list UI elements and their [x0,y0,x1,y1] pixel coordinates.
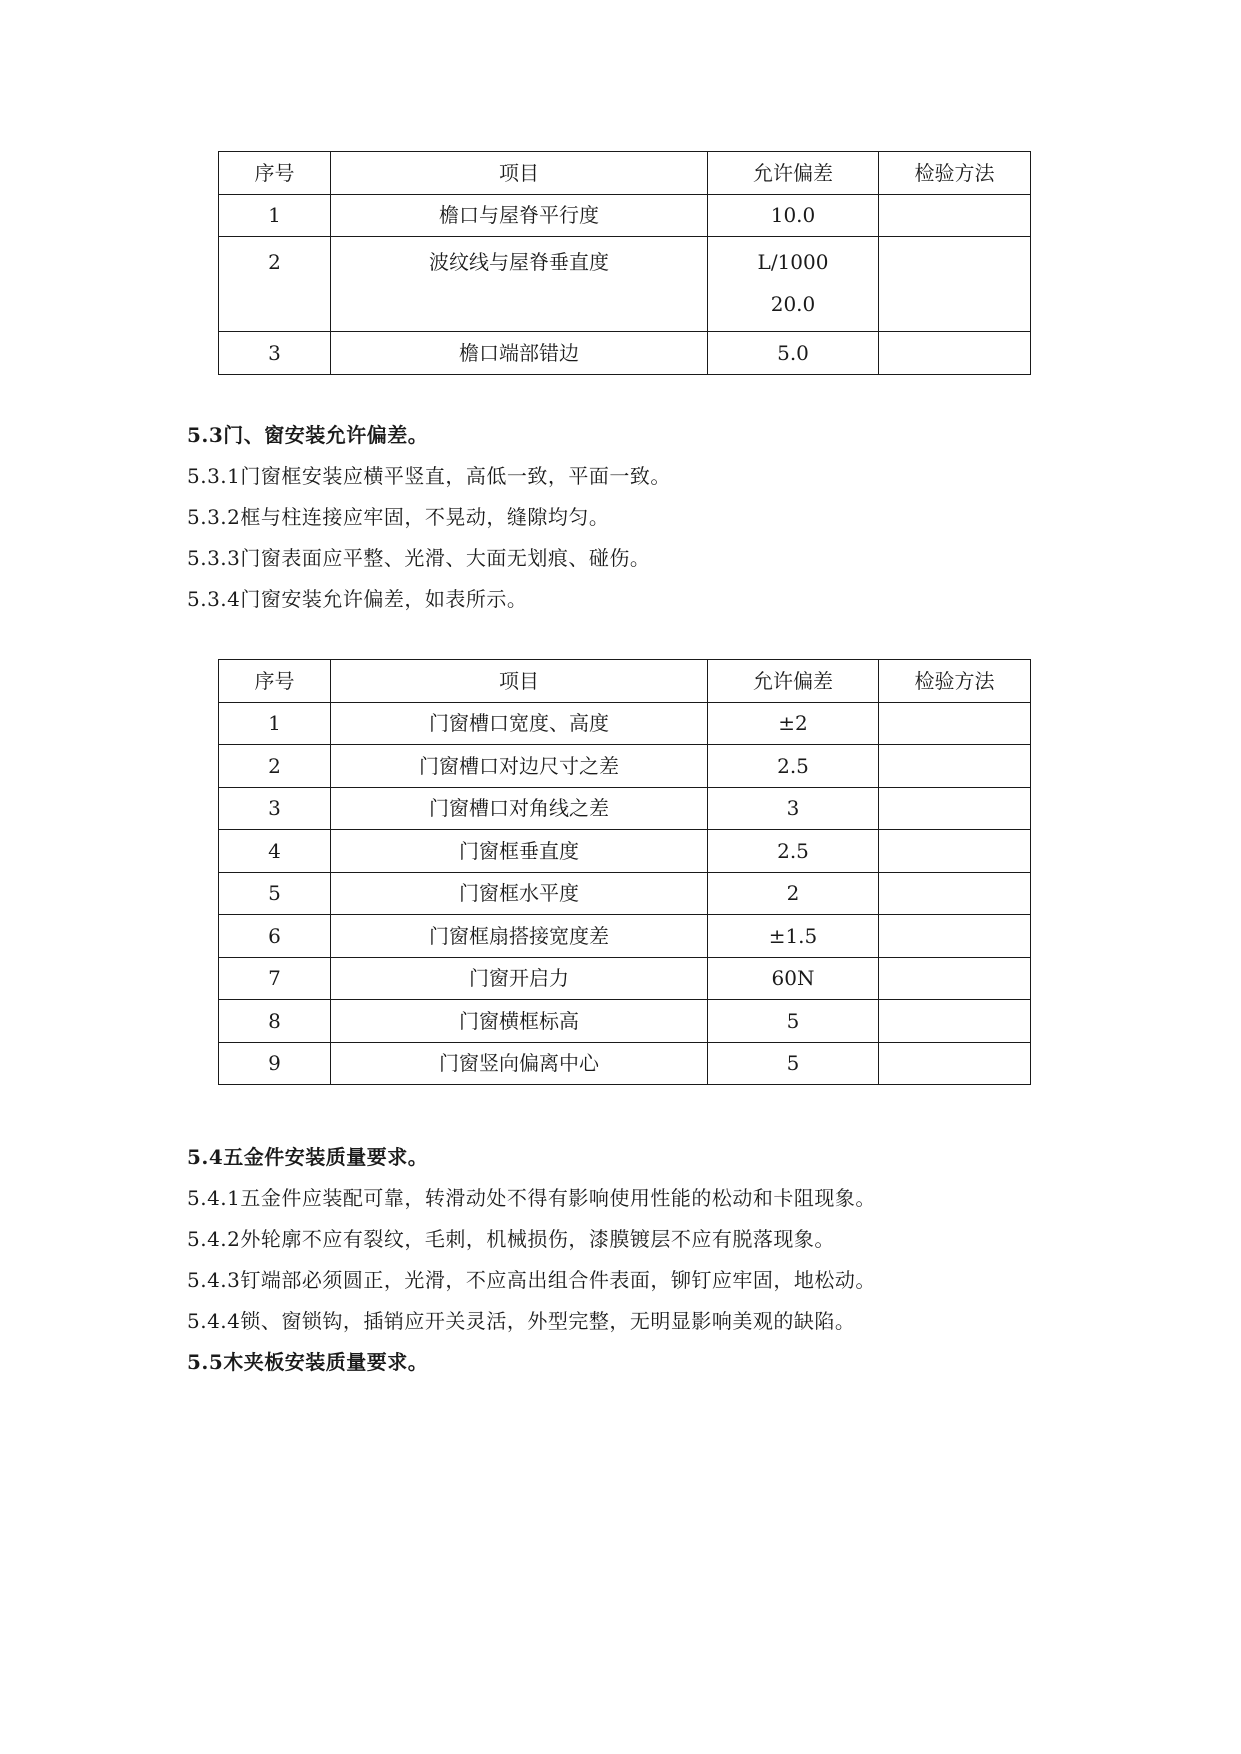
cell-no: 3 [219,332,331,375]
cell-no: 1 [219,194,331,237]
header-cell-item: 项目 [331,152,708,195]
table-row [219,1042,1031,1085]
cell-item-text: 波纹线与屋脊垂直度 [429,250,609,274]
cell-method [879,237,1031,332]
cell-item: 门窗竖向偏离中心 [331,1042,708,1085]
cell-method [879,872,1031,915]
cell-item: 门窗框垂直度 [331,830,708,873]
paragraph-5-3-3: 5.3.3门窗表面应平整、光滑、大面无划痕、碰伤。 [187,546,651,570]
table-row [219,915,1031,958]
table-row [219,830,1031,873]
paragraph-5-4-1: 5.4.1五金件应装配可靠，转滑动处不得有影响使用性能的松动和卡阻现象。 [187,1186,876,1210]
header-cell-no: 序号 [219,660,331,703]
cell-item: 门窗槽口对边尺寸之差 [331,745,708,788]
tolerance-table-roof [218,151,1031,375]
cell-method [879,745,1031,788]
cell-no: 4 [219,830,331,873]
cell-item: 门窗开启力 [331,957,708,1000]
header-cell-method: 检验方法 [879,152,1031,195]
tolerance-line-1: L/1000 [757,250,829,274]
cell-item: 门窗框水平度 [331,872,708,915]
cell-tolerance: 10.0 [708,194,879,237]
cell-method [879,332,1031,375]
table-header-row [219,660,1031,703]
cell-no: 8 [219,1000,331,1043]
section-heading-5-3: 5.3门、窗安装允许偏差。 [187,423,429,447]
cell-method [879,957,1031,1000]
cell-no: 5 [219,872,331,915]
header-cell-method: 检验方法 [879,660,1031,703]
cell-method [879,830,1031,873]
cell-method [879,194,1031,237]
cell-item: 门窗框扇搭接宽度差 [331,915,708,958]
cell-item: 檐口与屋脊平行度 [331,194,708,237]
header-cell-tolerance: 允许偏差 [708,152,879,195]
cell-method [879,915,1031,958]
paragraph-5-3-1: 5.3.1门窗框安装应横平竖直，高低一致，平面一致。 [187,464,671,488]
cell-tolerance: ±2 [708,702,879,745]
cell-item: 门窗槽口宽度、高度 [331,702,708,745]
table-row [219,1000,1031,1043]
cell-no: 2 [219,745,331,788]
cell-tolerance: 2 [708,872,879,915]
tolerance-line-2: 20.0 [770,292,816,316]
cell-item: 门窗横框标高 [331,1000,708,1043]
table-row [219,702,1031,745]
paragraph-5-3-2: 5.3.2框与柱连接应牢固，不晃动，缝隙均匀。 [187,505,610,529]
table-row [219,332,1031,375]
section-heading-5-5: 5.5木夹板安装质量要求。 [187,1350,429,1374]
header-cell-tolerance: 允许偏差 [708,660,879,703]
cell-tolerance: 3 [708,787,879,830]
cell-no: 1 [219,702,331,745]
cell-tolerance: 5 [708,1000,879,1043]
paragraph-5-4-2: 5.4.2外轮廓不应有裂纹，毛刺，机械损伤，漆膜镀层不应有脱落现象。 [187,1227,835,1251]
cell-no: 9 [219,1042,331,1085]
cell-no: 7 [219,957,331,1000]
cell-tolerance: 60N [708,957,879,1000]
paragraph-5-4-4: 5.4.4锁、窗锁钩，插销应开关灵活，外型完整，无明显影响美观的缺陷。 [187,1309,856,1333]
cell-tolerance: 2.5 [708,830,879,873]
cell-method [879,1000,1031,1043]
cell-no: 3 [219,787,331,830]
cell-tolerance: 5.0 [708,332,879,375]
cell-no [219,237,331,332]
table-header-row [219,152,1031,195]
cell-tolerance: 2.5 [708,745,879,788]
header-cell-item: 项目 [331,660,708,703]
table-row [219,957,1031,1000]
section-heading-5-4: 5.4五金件安装质量要求。 [187,1145,429,1169]
tolerance-table-door-window [218,659,1031,1085]
cell-no: 6 [219,915,331,958]
table-row [219,237,1031,332]
cell-item: 门窗槽口对角线之差 [331,787,708,830]
cell-tolerance [708,237,879,332]
cell-method [879,787,1031,830]
cell-item: 檐口端部错边 [331,332,708,375]
cell-method [879,1042,1031,1085]
paragraph-5-3-4: 5.3.4门窗安装允许偏差，如表所示。 [187,587,528,611]
header-cell-no: 序号 [219,152,331,195]
table-row [219,872,1031,915]
table-row [219,194,1031,237]
cell-tolerance: ±1.5 [708,915,879,958]
table-row [219,745,1031,788]
cell-tolerance: 5 [708,1042,879,1085]
table-row [219,787,1031,830]
cell-no-text: 2 [268,250,281,274]
paragraph-5-4-3: 5.4.3钉端部必须圆正，光滑，不应高出组合件表面，铆钉应牢固，地松动。 [187,1268,876,1292]
cell-method [879,702,1031,745]
cell-item [331,237,708,332]
